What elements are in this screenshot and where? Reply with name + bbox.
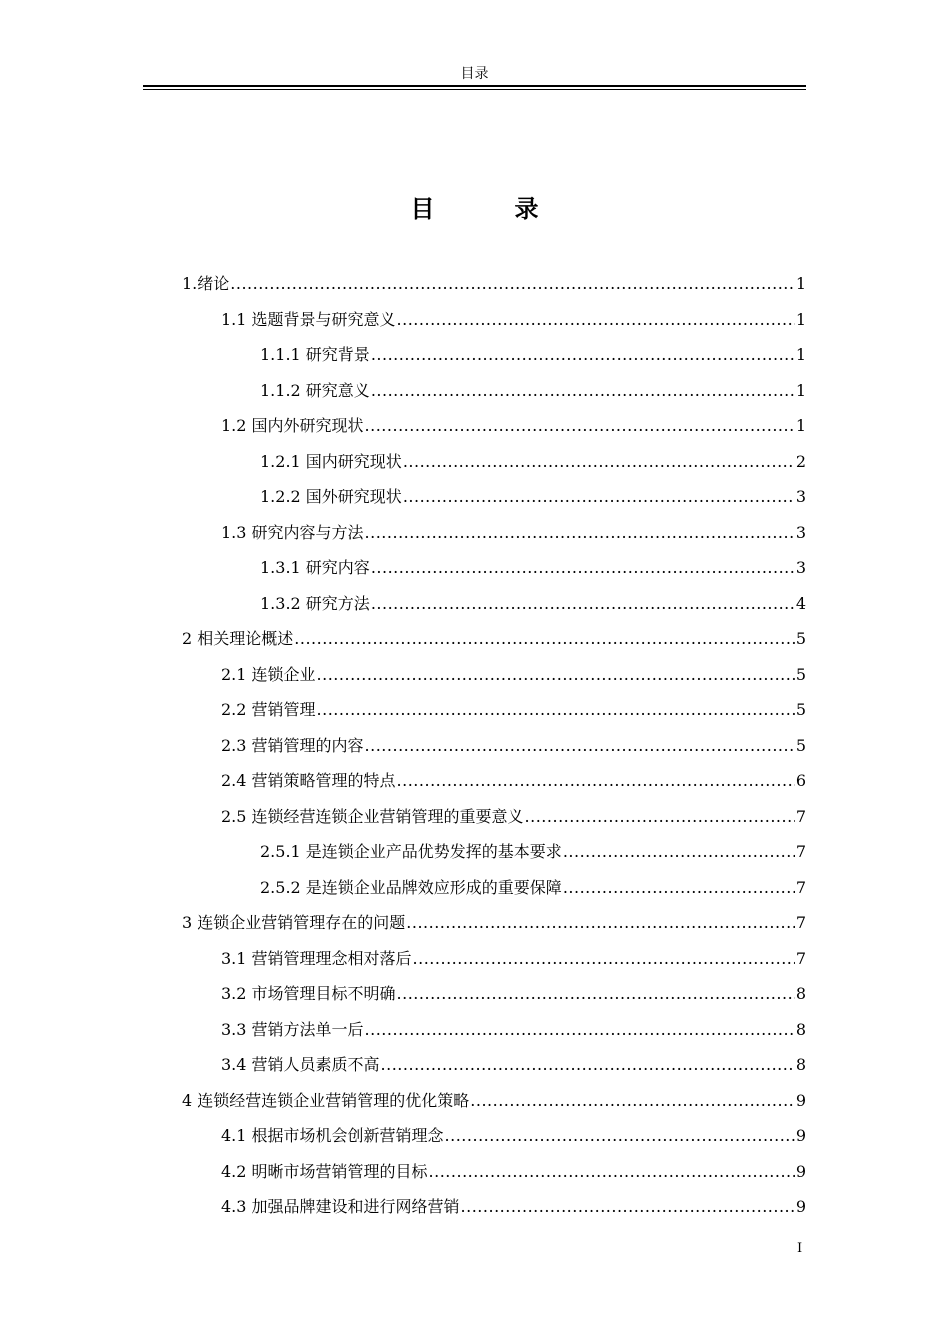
toc-dot-leader [429,1154,795,1190]
toc-entry[interactable] [182,799,806,835]
toc-entry-label: 1.3.2 研究方法 [260,593,370,613]
toc-entry-page: 6 [795,771,806,790]
toc-dot-leader [365,1012,795,1048]
toc-dot-leader [403,479,795,515]
toc-entry-label: 2.5.2 是连锁企业品牌效应形成的重要保障 [260,877,562,897]
toc-dot-leader [445,1118,795,1154]
toc-entry[interactable] [182,763,806,799]
toc-entry[interactable] [182,1189,806,1225]
toc-entry[interactable] [182,444,806,480]
toc-entry-page: 7 [795,806,806,826]
toc-entry-label: 2.5.1 是连锁企业产品优势发挥的基本要求 [260,842,562,861]
toc-entry-label: 3.4 营销人员素质不高 [221,1055,380,1074]
toc-entry[interactable] [182,692,806,728]
toc-entry[interactable] [182,1083,806,1119]
toc-entry-page: 5 [795,735,806,755]
toc-dot-leader [365,728,795,764]
toc-entry[interactable] [182,976,806,1012]
toc-entry-page: 8 [795,1055,806,1074]
toc-entry[interactable] [182,586,806,622]
toc-dot-leader [365,408,795,444]
toc-entry-page: 9 [795,1126,806,1145]
toc-entry-page: 7 [795,877,806,897]
toc-entry-label: 4.1 根据市场机会创新营销理念 [221,1126,444,1145]
toc-dot-leader [371,550,795,586]
toc-entry-page: 3 [795,487,806,506]
toc-entry-page: 1 [795,380,806,400]
toc-entry-page: 7 [795,948,806,968]
toc-entry-label: 1.1.1 研究背景 [260,345,370,364]
toc-entry[interactable] [182,266,806,302]
toc-entry-label: 4.2 明晰市场营销管理的目标 [221,1161,428,1181]
page-number: I [797,1241,803,1256]
toc-entry-label: 2.2 营销管理 [221,700,316,719]
toc-entry-label: 4 连锁经营连锁企业营销管理的优化策略 [182,1090,470,1110]
toc-entry-label: 1.绪论 [182,274,230,293]
toc-entry[interactable] [182,302,806,338]
toc-entry[interactable] [182,728,806,764]
toc-entry-page: 9 [795,1090,806,1110]
toc-entry-label: 3.1 营销管理理念相对落后 [221,948,412,968]
toc-entry[interactable] [182,515,806,551]
toc-entry-page: 8 [795,1019,806,1039]
toc-entry[interactable] [182,408,806,444]
toc-entry[interactable] [182,621,806,657]
toc-entry-label: 2.5 连锁经营连锁企业营销管理的重要意义 [221,806,524,826]
toc-dot-leader [461,1189,795,1225]
toc-dot-leader [403,444,795,480]
toc-entry[interactable] [182,1012,806,1048]
toc-entry-label: 2.3 营销管理的内容 [221,735,364,755]
toc-entry-page: 3 [795,522,806,542]
toc-entry-label: 1.3.1 研究内容 [260,558,370,577]
toc-entry-label: 3.3 营销方法单一后 [221,1019,364,1039]
toc-dot-leader [381,1047,795,1083]
toc-entry[interactable] [182,373,806,409]
toc-entry-label: 3 连锁企业营销管理存在的问题 [182,913,406,932]
toc-entry-label: 3.2 市场管理目标不明确 [221,984,396,1003]
toc-entry-label: 4.3 加强品牌建设和进行网络营销 [221,1197,460,1216]
toc-entry-page: 5 [795,664,806,684]
toc-dot-leader [470,1083,795,1119]
toc-entry-label: 1.3 研究内容与方法 [221,522,364,542]
toc-dot-leader [413,941,795,977]
toc-dot-leader [371,337,795,373]
toc-dot-leader [397,763,795,799]
toc-list [182,266,806,1225]
toc-entry[interactable] [182,1154,806,1190]
toc-entry[interactable] [182,550,806,586]
toc-entry-page: 1 [795,309,806,329]
toc-entry-label: 1.1 选题背景与研究意义 [221,309,396,329]
toc-dot-leader [371,586,795,622]
toc-entry-page: 1 [795,416,806,435]
toc-entry[interactable] [182,479,806,515]
toc-entry-page: 1 [795,274,806,293]
toc-title: 目 录 [410,194,567,223]
toc-entry[interactable] [182,905,806,941]
toc-entry[interactable] [182,1118,806,1154]
toc-dot-leader [563,834,795,870]
toc-dot-leader [406,905,795,941]
toc-dot-leader [365,515,795,551]
toc-entry-page: 9 [795,1161,806,1181]
toc-dot-leader [563,870,795,906]
toc-entry-page: 4 [795,593,806,613]
toc-entry-page: 1 [795,345,806,364]
toc-dot-leader [371,373,795,409]
toc-entry[interactable] [182,657,806,693]
running-header: 目录 [460,66,489,82]
toc-entry-label: 1.2 国内外研究现状 [221,416,364,435]
toc-entry[interactable] [182,834,806,870]
toc-entry-page: 5 [795,700,806,719]
toc-entry-page: 7 [795,913,806,932]
toc-entry[interactable] [182,1047,806,1083]
toc-dot-leader [294,621,795,657]
toc-entry-label: 1.2.1 国内研究现状 [260,451,402,471]
toc-dot-leader [317,692,795,728]
toc-dot-leader [525,799,795,835]
toc-dot-leader [230,266,795,302]
toc-entry-page: 3 [795,558,806,577]
toc-entry-label: 1.1.2 研究意义 [260,380,370,400]
toc-entry-label: 2.4 营销策略管理的特点 [221,771,396,790]
toc-entry-label: 1.2.2 国外研究现状 [260,487,402,506]
toc-entry-label: 2 相关理论概述 [182,629,294,648]
toc-dot-leader [397,976,795,1012]
toc-entry-label: 2.1 连锁企业 [221,664,316,684]
toc-dot-leader [397,302,795,338]
header-rule-thick [143,85,806,87]
toc-entry-page: 7 [795,842,806,861]
toc-entry-page: 5 [795,629,806,648]
toc-dot-leader [317,657,795,693]
toc-entry-page: 8 [795,984,806,1003]
toc-entry-page: 9 [795,1197,806,1216]
toc-entry-page: 2 [795,451,806,471]
header-rule-thin [143,89,806,90]
toc-entry[interactable] [182,337,806,373]
toc-entry[interactable] [182,941,806,977]
toc-entry[interactable] [182,870,806,906]
